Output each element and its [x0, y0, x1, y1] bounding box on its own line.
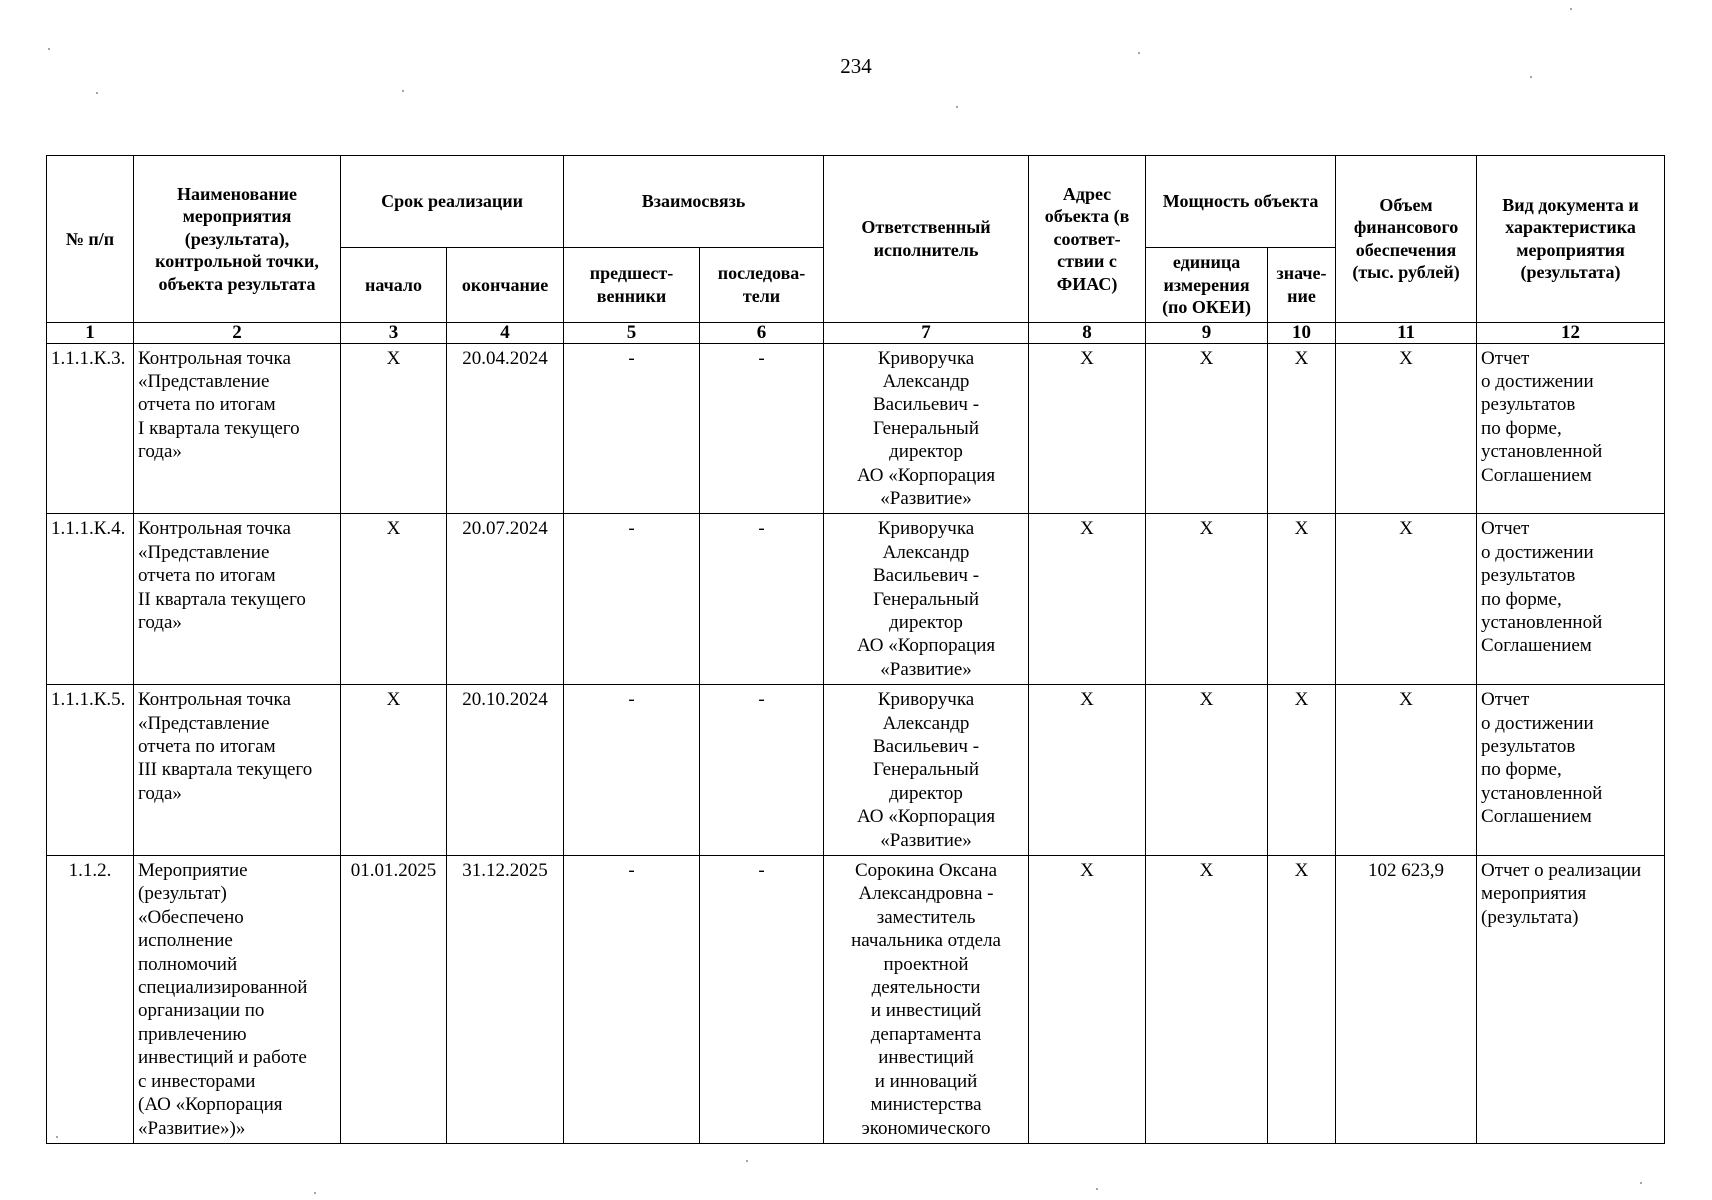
- cell-responsible: Криворучка Александр Васильевич - Генеральный директор АО «Корпорация «Развитие»: [824, 685, 1029, 856]
- cell-finance: X: [1336, 685, 1477, 856]
- cell-responsible: Криворучка Александр Васильевич - Генеральный директор АО «Корпорация «Развитие»: [824, 514, 1029, 685]
- cell-start: 01.01.2025: [341, 856, 447, 1144]
- plan-table: [46, 155, 1665, 1144]
- scan-speck: [56, 1136, 58, 1138]
- header-unit: единица измерения (по ОКЕИ): [1146, 248, 1268, 323]
- header-predecessors: предшест- венники: [564, 248, 700, 323]
- cell-predecessors: -: [564, 685, 700, 856]
- cell-responsible: Криворучка Александр Васильевич - Генеральный директор АО «Корпорация «Развитие»: [824, 343, 1029, 514]
- col-number: 11: [1336, 322, 1477, 343]
- col-number: 7: [824, 322, 1029, 343]
- col-number: 4: [447, 322, 564, 343]
- cell-value: X: [1268, 685, 1336, 856]
- cell-doc-type: Отчет о достижении результатов по форме, установленной Соглашением: [1477, 343, 1665, 514]
- scan-speck: [1096, 1188, 1098, 1190]
- scan-speck: [1640, 1182, 1642, 1184]
- header-address: Адрес объекта (в соответ-ствии с ФИАС): [1029, 156, 1146, 323]
- header-name: Наименование мероприятия (результата), контрольной точки, объекта результата: [134, 156, 341, 323]
- header-relation: Взаимосвязь: [564, 156, 824, 248]
- cell-start: X: [341, 685, 447, 856]
- cell-predecessors: -: [564, 514, 700, 685]
- header-responsible: Ответственный исполнитель: [824, 156, 1029, 323]
- cell-end: 31.12.2025: [447, 856, 564, 1144]
- cell-doc-type: Отчет о реализации мероприятия (результата): [1477, 856, 1665, 1144]
- col-number: 6: [700, 322, 824, 343]
- scan-speck: [1570, 8, 1572, 10]
- table-row: [47, 343, 1665, 514]
- cell-address: X: [1029, 514, 1146, 685]
- table-row: [47, 514, 1665, 685]
- header-finance: Объем финансового обеспечения (тыс. рублей): [1336, 156, 1477, 323]
- cell-finance: 102 623,9: [1336, 856, 1477, 1144]
- header-end: окончание: [447, 248, 564, 323]
- cell-num: 1.1.1.К.3.: [47, 343, 134, 514]
- cell-unit: X: [1146, 856, 1268, 1144]
- header-successors: последова- тели: [700, 248, 824, 323]
- cell-finance: X: [1336, 343, 1477, 514]
- cell-successors: -: [700, 514, 824, 685]
- cell-successors: -: [700, 343, 824, 514]
- cell-doc-type: Отчет о достижении результатов по форме, установленной Соглашением: [1477, 514, 1665, 685]
- cell-name: Контрольная точка «Представление отчета по итогам II квартала текущего года»: [134, 514, 341, 685]
- header-capacity: Мощность объекта: [1146, 156, 1336, 248]
- header-start: начало: [341, 248, 447, 323]
- cell-unit: X: [1146, 514, 1268, 685]
- header-period: Срок реализации: [341, 156, 564, 248]
- cell-end: 20.10.2024: [447, 685, 564, 856]
- col-number: 3: [341, 322, 447, 343]
- cell-value: X: [1268, 514, 1336, 685]
- col-number: 8: [1029, 322, 1146, 343]
- header-value: значе- ние: [1268, 248, 1336, 323]
- scan-speck: [956, 106, 958, 108]
- cell-end: 20.04.2024: [447, 343, 564, 514]
- cell-predecessors: -: [564, 856, 700, 1144]
- cell-num: 1.1.1.К.5.: [47, 685, 134, 856]
- cell-start: X: [341, 514, 447, 685]
- cell-address: X: [1029, 343, 1146, 514]
- scan-speck: [96, 92, 98, 94]
- scan-speck: [402, 90, 404, 92]
- col-number: 12: [1477, 322, 1665, 343]
- header-doc-type: Вид документа и характеристика мероприятия (результата): [1477, 156, 1665, 323]
- cell-name: Мероприятие (результат) «Обеспечено исполнение полномочий специализированной организации по привлечению инвестиций и работе с инвесторами (АО «Корпорация «Развитие»)»: [134, 856, 341, 1144]
- cell-name: Контрольная точка «Представление отчета по итогам III квартала текущего года»: [134, 685, 341, 856]
- col-number: 9: [1146, 322, 1268, 343]
- cell-successors: -: [700, 856, 824, 1144]
- cell-value: X: [1268, 856, 1336, 1144]
- cell-address: X: [1029, 856, 1146, 1144]
- cell-predecessors: -: [564, 343, 700, 514]
- header-num: № п/п: [47, 156, 134, 323]
- cell-num: 1.1.2.: [47, 856, 134, 1144]
- cell-num: 1.1.1.К.4.: [47, 514, 134, 685]
- cell-start: X: [341, 343, 447, 514]
- cell-unit: X: [1146, 343, 1268, 514]
- cell-end: 20.07.2024: [447, 514, 564, 685]
- col-number: 2: [134, 322, 341, 343]
- table-row: [47, 856, 1665, 1144]
- page-number: 234: [840, 54, 872, 78]
- cell-unit: X: [1146, 685, 1268, 856]
- scan-speck: [746, 1160, 748, 1162]
- cell-doc-type: Отчет о достижении результатов по форме, установленной Соглашением: [1477, 685, 1665, 856]
- scan-speck: [1530, 76, 1532, 78]
- cell-responsible: Сорокина Оксана Александровна - заместитель начальника отдела проектной деятельности и инвестиций департамента инвестиций и инноваций министерства экономического: [824, 856, 1029, 1144]
- cell-successors: -: [700, 685, 824, 856]
- scan-speck: [314, 1192, 316, 1194]
- scan-speck: [1138, 52, 1140, 54]
- cell-address: X: [1029, 685, 1146, 856]
- cell-value: X: [1268, 343, 1336, 514]
- scan-speck: [48, 48, 50, 50]
- col-number: 10: [1268, 322, 1336, 343]
- column-number-row: [47, 322, 1665, 343]
- col-number: 1: [47, 322, 134, 343]
- col-number: 5: [564, 322, 700, 343]
- cell-finance: X: [1336, 514, 1477, 685]
- cell-name: Контрольная точка «Представление отчета по итогам I квартала текущего года»: [134, 343, 341, 514]
- table-row: [47, 685, 1665, 856]
